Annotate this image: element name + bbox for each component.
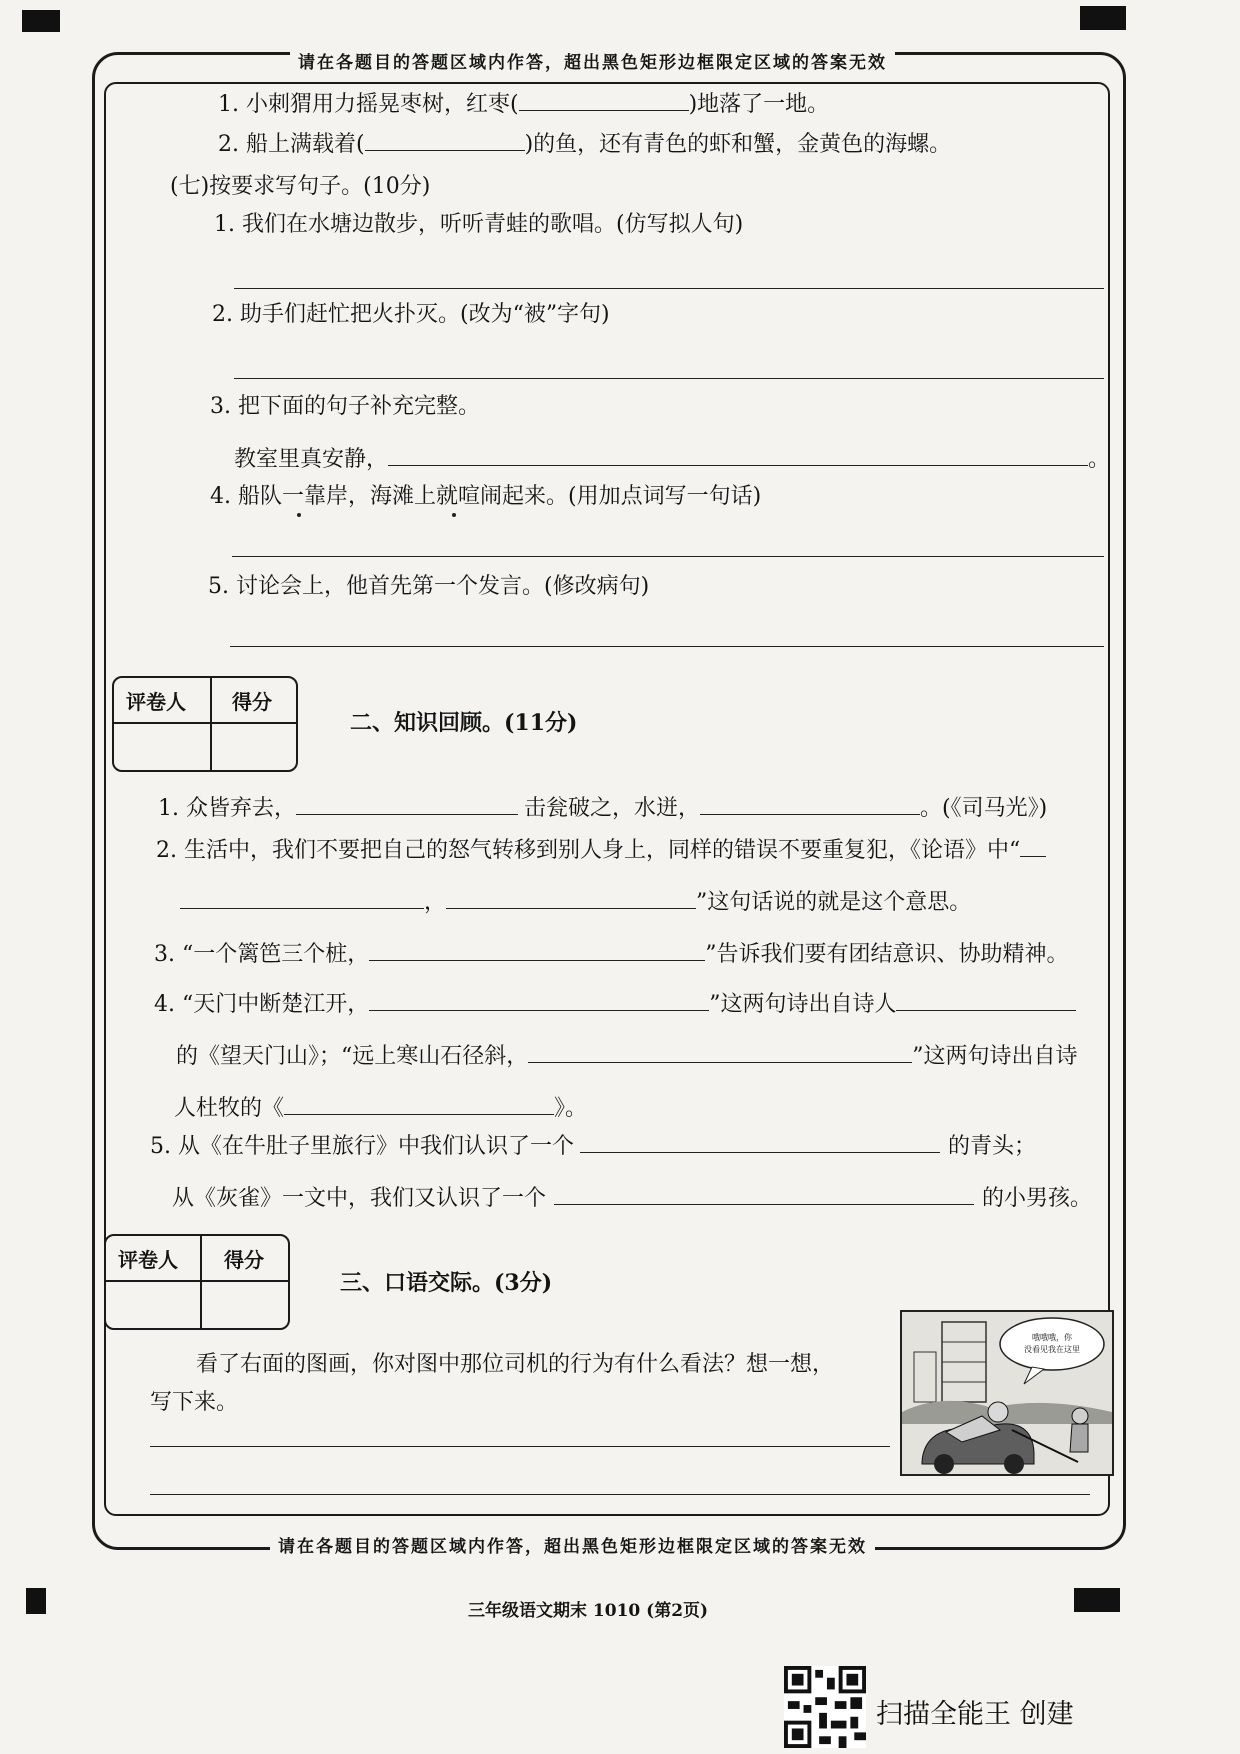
oral-prompt-line-2: 写下来。: [150, 1390, 239, 1415]
answer-line[interactable]: [232, 556, 1104, 557]
knowledge-q5-b: 的青头；: [948, 1134, 1037, 1159]
knowledge-q4-c: 的《望天门山》；“远上寒山石径斜，: [176, 1044, 529, 1069]
scanner-watermark: 扫描全能王 创建: [876, 1699, 1074, 1730]
answer-blank[interactable]: [369, 988, 709, 1011]
score-box-part-3: [104, 1234, 290, 1330]
answer-line[interactable]: [230, 646, 1104, 647]
sentence-task-3-completion: [234, 443, 1110, 475]
knowledge-q5-c: 从《灰雀》一文中，我们又认识了一个: [172, 1186, 547, 1211]
registration-mark-top-left: [22, 10, 60, 32]
answer-blank[interactable]: [388, 443, 1088, 466]
knowledge-q5-d: 的小男孩。: [982, 1186, 1093, 1211]
knowledge-question-5-cont: [172, 1182, 1092, 1214]
emphasis-dot: [452, 513, 456, 517]
sentence-task-5: 5. 讨论会上，他首先第一个发言。(修改病句): [208, 574, 650, 599]
knowledge-q4-f: 》。: [554, 1096, 588, 1121]
score-box-divider: [114, 722, 296, 724]
fill-question-1-before: 1. 小刺猬用力摇晃枣树，红枣(: [218, 92, 519, 117]
cartoon-drawing: [902, 1312, 1112, 1474]
knowledge-question-1: [158, 792, 1047, 824]
answer-line[interactable]: [234, 288, 1104, 289]
answer-blank[interactable]: [700, 792, 920, 815]
score-label: 得分: [232, 690, 272, 714]
score-box-divider: [210, 678, 212, 770]
svg-text:没看见我在这里: 没看见我在这里: [1024, 1345, 1080, 1354]
answer-line[interactable]: [150, 1446, 890, 1447]
score-box-part-2: [112, 676, 298, 772]
score-label: 得分: [224, 1248, 264, 1272]
part-3-heading: 三、口语交际。(3分): [340, 1270, 553, 1296]
knowledge-q3-b: ”告诉我们要有团结意识、协助精神。: [705, 942, 1069, 967]
sentence-task-3: 3. 把下面的句子补充完整。: [210, 394, 480, 419]
emphasis-dot: [297, 513, 301, 517]
knowledge-question-2-cont: [180, 886, 971, 918]
fill-question-1-after: )地落了一地。: [688, 92, 830, 117]
knowledge-q5-a: 5. 从《在牛肚子里旅行》中我们认识了一个: [150, 1134, 574, 1159]
sentence-task-3-end: 。: [1088, 447, 1111, 472]
answer-blank[interactable]: [580, 1130, 940, 1153]
knowledge-question-4-cont2: [174, 1092, 587, 1124]
registration-mark-bottom-right: [1074, 1588, 1120, 1612]
fill-question-1: [218, 88, 829, 120]
answer-blank[interactable]: [896, 988, 1076, 1011]
registration-mark-bottom-left: [26, 1588, 46, 1614]
svg-text:哦哦哦，你: 哦哦哦，你: [1032, 1333, 1072, 1342]
grader-label: 评卷人: [118, 1248, 178, 1272]
qr-code-icon: [784, 1666, 866, 1748]
fill-question-2-before: 2. 船上满载着(: [218, 132, 365, 157]
knowledge-question-4-cont: [176, 1040, 1078, 1072]
section-7-title: (七)按要求写句子。(10分): [170, 174, 431, 199]
footer-notice: 请在各题目的答题区域内作答，超出黑色矩形边框限定区域的答案无效: [270, 1532, 875, 1557]
fill-question-2: [218, 128, 951, 160]
knowledge-q3-a: 3. “一个篱笆三个桩，: [154, 942, 370, 967]
answer-blank[interactable]: [446, 886, 696, 909]
sentence-task-2: 2. 助手们赶忙把火扑灭。(改为“被”字句): [212, 302, 610, 327]
oral-prompt-line-1: 看了右面的图画，你对图中那位司机的行为有什么看法？想一想，: [196, 1352, 835, 1377]
knowledge-question-3: [154, 938, 1068, 970]
score-box-divider: [200, 1236, 202, 1328]
sentence-task-3-prefix: 教室里真安静，: [234, 447, 389, 472]
part-2-heading: 二、知识回顾。(11分): [350, 710, 578, 736]
knowledge-q2-a: 2. 生活中，我们不要把自己的怒气转移到别人身上，同样的错误不要重复犯，《论语》中“: [156, 838, 1021, 863]
knowledge-q1-b: 击瓮破之，水迸，: [523, 796, 700, 821]
score-box-divider: [106, 1280, 288, 1282]
sentence-task-1: 1. 我们在水塘边散步，听听青蛙的歌唱。(仿写拟人句): [214, 212, 744, 237]
answer-blank[interactable]: [296, 792, 518, 815]
knowledge-question-4: [154, 988, 1076, 1020]
knowledge-q4-d: ”这两句诗出自诗: [912, 1044, 1078, 1069]
answer-blank[interactable]: [284, 1092, 554, 1115]
cartoon-illustration: [900, 1310, 1114, 1476]
knowledge-q1-a: 1. 众皆弃去，: [158, 796, 296, 821]
knowledge-question-5: [150, 1130, 1036, 1162]
answer-line[interactable]: [150, 1494, 1090, 1495]
knowledge-q1-c: 。(《司马光》): [920, 796, 1048, 821]
answer-blank[interactable]: [519, 88, 689, 111]
answer-line[interactable]: [234, 378, 1104, 379]
header-notice: 请在各题目的答题区域内作答，超出黑色矩形边框限定区域的答案无效: [290, 48, 895, 73]
answer-blank[interactable]: [180, 886, 424, 909]
answer-blank[interactable]: [365, 128, 525, 151]
answer-blank[interactable]: [554, 1182, 974, 1205]
knowledge-q4-a: 4. “天门中断楚江开，: [154, 992, 370, 1017]
fill-question-2-after: )的鱼，还有青色的虾和蟹，金黄色的海螺。: [524, 132, 952, 157]
knowledge-q4-e: 人杜牧的《: [174, 1096, 285, 1121]
registration-mark-top-right: [1080, 6, 1126, 30]
knowledge-q4-b: ”这两句诗出自诗人: [709, 992, 897, 1017]
page-footer: 三年级语文期末 1010 (第2页): [468, 1601, 709, 1621]
grader-label: 评卷人: [126, 690, 186, 714]
answer-blank[interactable]: [528, 1040, 912, 1063]
knowledge-question-2: [156, 834, 1046, 866]
answer-blank[interactable]: [1020, 834, 1046, 857]
answer-blank[interactable]: [369, 938, 705, 961]
knowledge-q2-b: ，: [424, 890, 447, 915]
knowledge-q2-c: ”这句话说的就是这个意思。: [696, 890, 972, 915]
sentence-task-4: 4. 船队一靠岸，海滩上就喧闹起来。(用加点词写一句话): [210, 484, 762, 509]
